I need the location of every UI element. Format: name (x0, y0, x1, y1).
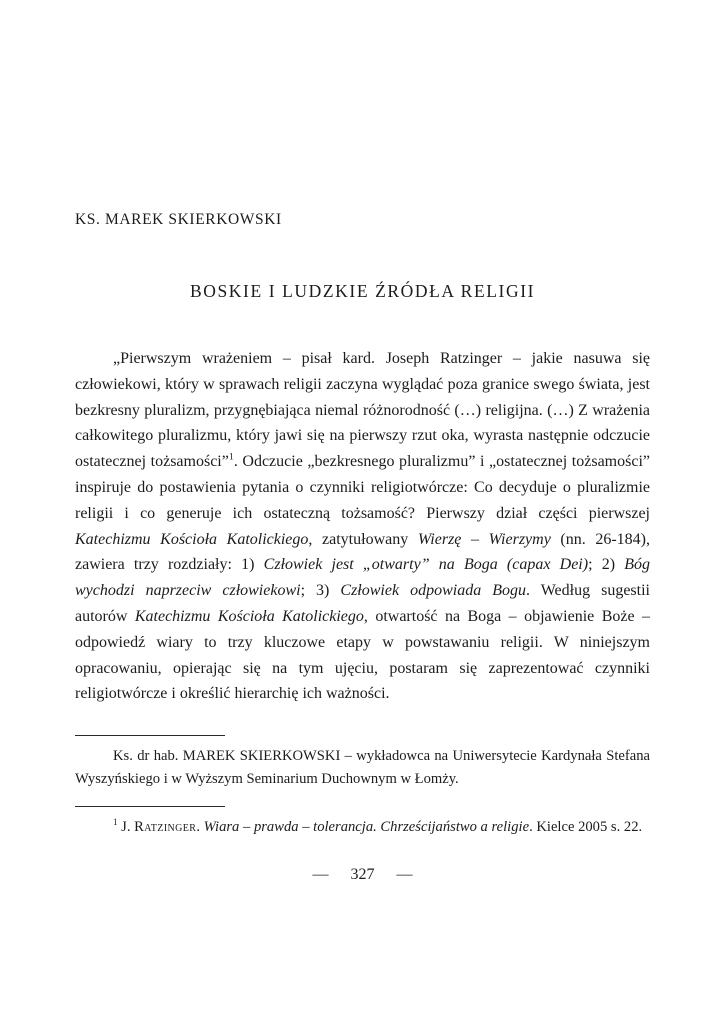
footnote-separator-2 (75, 806, 225, 807)
article-title: BOSKIE I LUDZKIE ŹRÓDŁA RELIGII (189, 281, 536, 301)
footer-dash-left: — (312, 866, 329, 884)
page-number: 327 (350, 866, 375, 884)
page-footer (75, 866, 650, 884)
footer-dash-right: — (396, 866, 413, 884)
footnote-1: $^1$ J. Ratzinger. Wiara – prawda – tolerancja. Chrześcijaństwo a religie. Kielce 2005 s. 22. (113, 817, 643, 835)
author-line: KS. MAREK SKIERKOWSKI (75, 211, 282, 228)
footnote-author-bio: Ks. dr hab. MAREK SKIERKOWSKI – wykładowca na Uniwersytecie Kardynała Stefana Wyszyńskiego i w Wyższym Seminarium Duchownym w Łomży. (75, 748, 650, 787)
page-content (0, 210, 723, 884)
body-paragraph: „Pierwszym wrażeniem – pisał kard. Joseph Ratzinger – jakie nasuwa się człowiekowi, który w sprawach religii zaczyna wyglądać poza granice swego świata, jest bezkresny pluralizm, przygnębiająca niemal różnorodność (…) religijna. (…) Z wrażenia całkowitego pluralizmu, który jawi się na pierwszy rzut oka, wyrasta następnie odczucie ostatecznej tożsamości”$^1$. Odczucie „bezkresnego pluralizmu” i „ostatecznej tożsamości” inspiruje do postawienia pytania o czynniki religiotwórcze: Co decyduje o pluralizmie religii i co generuje ich ostateczną tożsamość? Pierwszy dział części pierwszej Katechizmu Kościoła Katolickiego, zatytułowany Wierzę – Wierzymy (nn. 26-184), zawiera trzy rozdziały: 1) Człowiek jest „otwarty” na Boga (capax Dei); 2) Bóg wychodzi naprzeciw człowiekowi; 3) Człowiek odpowiada Bogu. Według sugestii autorów Katechizmu Kościoła Katolickiego, otwartość na Boga – objawienie Boże – odpowiedź wiary to trzy kluczowe etapy w powstawaniu religii. W niniejszym opracowaniu, opierając się na tym ujęciu, postaram się zaprezentować czynniki religiotwórcze i określić hierarchię ich ważności. (75, 350, 651, 703)
footnote-separator-1 (75, 735, 225, 736)
